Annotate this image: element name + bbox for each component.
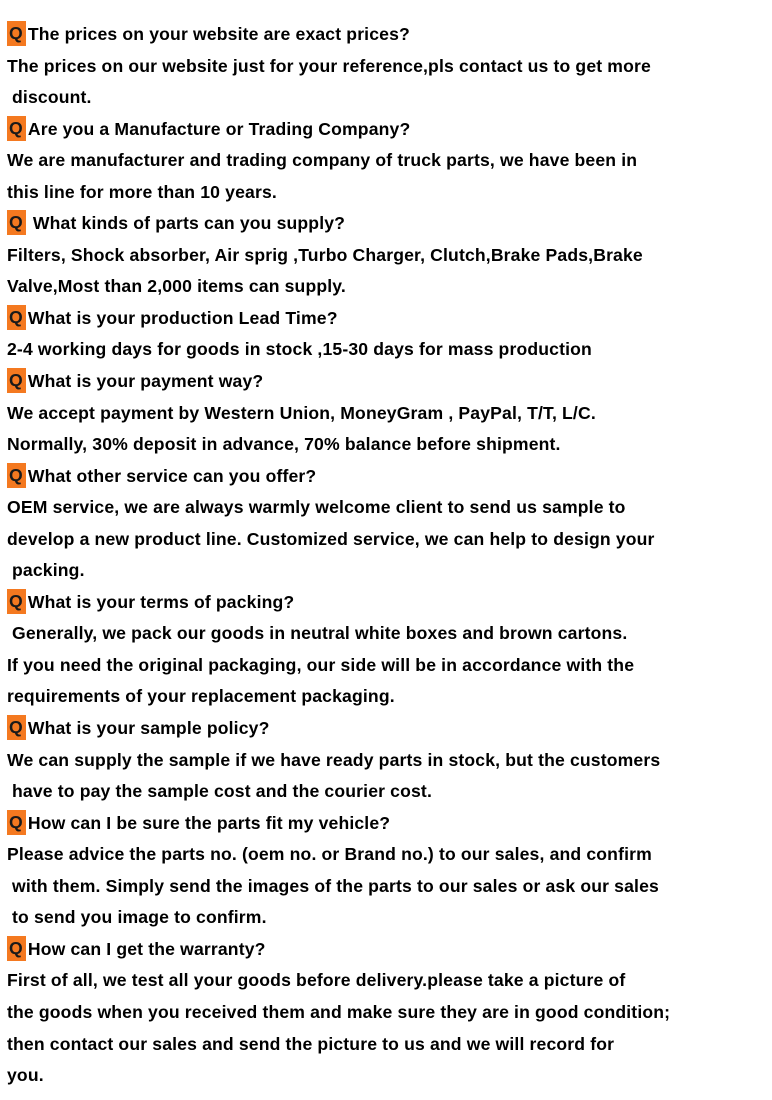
- question-badge: Q: [7, 210, 26, 235]
- faq-item: [7, 713, 769, 808]
- faq-answer-line: First of all, we test all your goods before delivery.please take a picture of: [7, 970, 626, 991]
- faq-question: What is your payment way?: [27, 371, 264, 392]
- question-badge: Q: [7, 810, 26, 835]
- faq-answer-line: then contact our sales and send the picture to us and we will record for: [7, 1033, 615, 1054]
- faq-question: The prices on your website are exact prices?: [27, 24, 410, 44]
- faq-answer-line: develop a new product line. Customized service, we can help to design your: [7, 528, 655, 549]
- faq-answer-line: OEM service, we are always warmly welcome client to send us sample to: [7, 497, 626, 518]
- faq-answer-line: Please advice the parts no. (oem no. or Brand no.) to our sales, and confirm: [7, 844, 652, 865]
- faq-question: What is your production Lead Time?: [27, 307, 338, 328]
- faq-question: How can I get the warranty?: [27, 938, 266, 959]
- faq-item: [7, 934, 769, 1092]
- faq-answer-line: Generally, we pack our goods in neutral white boxes and brown cartons.: [7, 623, 628, 644]
- faq-list: [7, 19, 769, 1092]
- faq-question-row: [7, 587, 769, 619]
- faq-item: [7, 19, 769, 114]
- question-badge: Q: [7, 589, 26, 614]
- faq-answer-line: We accept payment by Western Union, MoneyGram , PayPal, T/T, L/C.: [7, 402, 596, 423]
- faq-item: [7, 114, 769, 209]
- question-badge: Q: [7, 463, 26, 488]
- question-badge: Q: [7, 936, 26, 961]
- faq-question-row: [7, 19, 769, 51]
- faq-item: [7, 303, 769, 366]
- question-badge: Q: [7, 116, 26, 141]
- faq-question-row: [7, 934, 769, 966]
- faq-question: How can I be sure the parts fit my vehicle?: [27, 812, 391, 833]
- faq-question: What is your sample policy?: [27, 718, 270, 739]
- faq-item: [7, 808, 769, 934]
- faq-answer-line: have to pay the sample cost and the courier cost.: [7, 781, 432, 802]
- faq-item: [7, 587, 769, 713]
- question-badge: Q: [7, 305, 26, 330]
- faq-question-row: [7, 208, 769, 240]
- faq-answer-line: to send you image to confirm.: [7, 907, 267, 928]
- faq-question-row: [7, 303, 769, 335]
- faq-answer-line: discount.: [7, 87, 92, 108]
- faq-answer-line: 2-4 working days for goods in stock ,15-30 days for mass production: [7, 339, 592, 360]
- question-badge: Q: [7, 21, 26, 46]
- faq-answer-line: If you need the original packaging, our side will be in accordance with the: [7, 654, 635, 675]
- faq-question-row: [7, 808, 769, 840]
- faq-question-row: [7, 713, 769, 745]
- faq-question: What is your terms of packing?: [27, 591, 295, 612]
- faq-item: [7, 366, 769, 461]
- faq-answer-line: you.: [7, 1065, 44, 1086]
- question-badge: Q: [7, 715, 26, 740]
- question-badge: Q: [7, 368, 26, 393]
- faq-item: [7, 208, 769, 303]
- faq-answer-line: We are manufacturer and trading company of truck parts, we have been in: [7, 150, 638, 171]
- faq-question: What other service can you offer?: [27, 465, 317, 486]
- faq-question-row: [7, 114, 769, 146]
- faq-answer-line: with them. Simply send the images of the parts to our sales or ask our sales: [7, 875, 659, 896]
- faq-answer-line: packing.: [7, 560, 85, 581]
- faq-answer-line: this line for more than 10 years.: [7, 181, 277, 202]
- faq-answer-line: requirements of your replacement packaging.: [7, 686, 395, 707]
- faq-answer-line: Filters, Shock absorber, Air sprig ,Turbo Charger, Clutch,Brake Pads,Brake: [7, 244, 643, 265]
- faq-answer-line: Valve,Most than 2,000 items can supply.: [7, 276, 346, 297]
- faq-question: Are you a Manufacture or Trading Company?: [27, 118, 411, 139]
- faq-item: [7, 461, 769, 587]
- faq-answer-line: Normally, 30% deposit in advance, 70% balance before shipment.: [7, 434, 561, 455]
- faq-question-row: [7, 461, 769, 493]
- faq-answer-line: the goods when you received them and make sure they are in good condition;: [7, 1001, 671, 1022]
- faq-answer-line: We can supply the sample if we have ready parts in stock, but the customers: [7, 749, 661, 770]
- faq-answer-line: The prices on our website just for your reference,pls contact us to get more: [7, 55, 651, 76]
- faq-question: What kinds of parts can you supply?: [27, 213, 346, 234]
- faq-question-row: [7, 366, 769, 398]
